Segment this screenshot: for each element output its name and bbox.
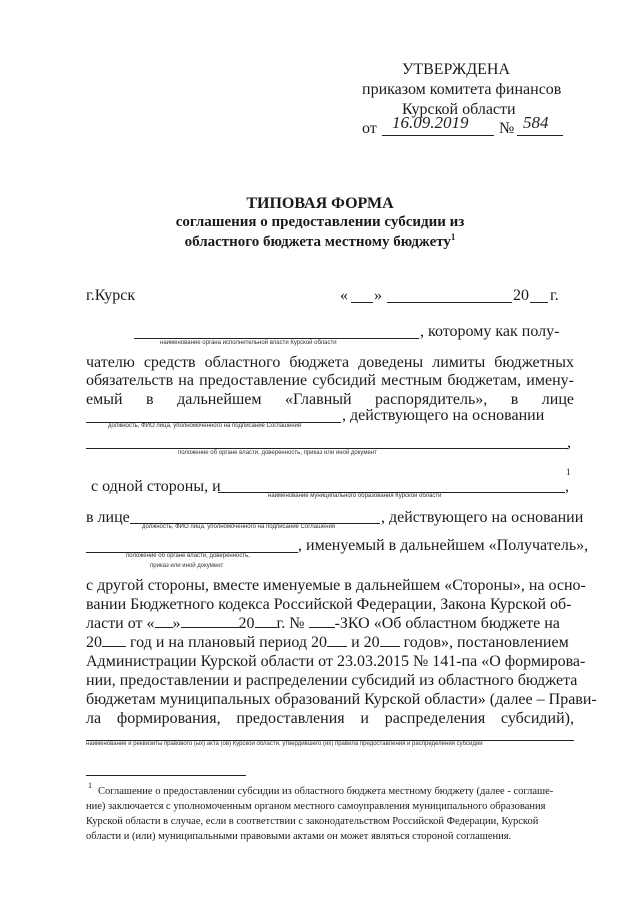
footnote-line-1: Соглашение о предоставлении субсидии из областного бюджета местному бюджету (далее - соглаше- — [98, 786, 554, 797]
text: 20 — [86, 634, 102, 651]
line-9-tail: , именуемый в дальнейшем «Получатель», — [298, 537, 589, 554]
recipient-signatory-caption: должность, ФИО лица, уполномоченного на подписание Соглашения — [142, 524, 336, 530]
para-line-2: вании Бюджетного кодекса Российской Федерации, Закона Курской об- — [86, 596, 572, 613]
text: г. № — [276, 615, 305, 632]
blank — [102, 646, 126, 647]
text: -ЗКО «Об областном бюджете на — [334, 615, 560, 632]
line-5-tail: , действующего на основании — [342, 407, 545, 424]
approval-title: УТВЕРЖДЕНА — [402, 61, 511, 78]
para-line-3 — [86, 614, 560, 633]
text: годов», постановлением — [399, 634, 569, 651]
word: в — [510, 391, 519, 408]
para-line-8 — [86, 709, 574, 728]
word: местным — [381, 372, 443, 389]
word: субсидий), — [500, 710, 574, 727]
word: бюджета — [289, 354, 350, 371]
word: формирования, — [116, 710, 221, 727]
word: распределения — [384, 710, 486, 727]
word: и — [360, 710, 369, 727]
recipient-basis-caption-1: положение об органе власти, доверенность, — [126, 553, 250, 559]
word: бюджетам, — [447, 372, 522, 389]
legal-act-caption: наименование и реквизиты правового (ых) акта (ов) Курской области, утвердившего (их) правила предоставления и распределения субсидии — [86, 741, 483, 747]
line-6-tail: , — [567, 434, 571, 451]
para-line-1: с другой стороны, вместе именуемые в дальнейшем «Стороны», на осно- — [86, 577, 586, 594]
footnote-line-3: Курской области в случае, если в соответствии с законодательством Российской Федерации, Курской — [86, 816, 539, 827]
signatory-caption: должность, ФИО лица, уполномоченного на подписание Соглашения — [108, 423, 302, 429]
approval-date-line — [382, 135, 494, 136]
word: субсидий — [312, 372, 376, 389]
year-suffix: г. — [550, 287, 559, 304]
word: доведены — [358, 354, 424, 371]
footnote-mark: 1 — [88, 781, 92, 790]
text: 20 — [238, 615, 255, 632]
approval-number-label: № — [499, 120, 515, 137]
line-1-tail: , которому как полу- — [420, 323, 560, 340]
para-line-4 — [86, 633, 569, 652]
form-subtitle-1: соглашения о предоставлении субсидии из — [175, 214, 465, 230]
word: обязательств — [86, 372, 174, 389]
org-name-caption: наименование органа исполнительной власти Курской области — [160, 340, 337, 346]
word: лимиты — [432, 354, 486, 371]
body-line-3 — [86, 371, 574, 390]
org-name-blank — [134, 338, 419, 339]
footnote-line-2: ние) заключается с уполномоченным органом местного самоуправления муниципального образования — [86, 801, 546, 812]
recipient-basis-caption-2: приказ или иной документ — [150, 563, 224, 569]
para-line-5: Администрации Курской области от 23.03.2015 № 141-па «О формирова- — [86, 653, 586, 670]
para-line-7: бюджетам муниципальных образований Курской области» (далее – Прави- — [86, 691, 597, 708]
footnote-line-4: области и (или) муниципальными правовыми актами он может являться стороной соглашения. — [86, 831, 512, 842]
blank — [155, 627, 173, 628]
city: г.Курск — [86, 287, 136, 304]
day-blank — [351, 302, 373, 303]
word: бюджетных — [494, 354, 574, 371]
year-prefix: 20 — [513, 287, 529, 304]
blank — [309, 627, 335, 628]
form-title: ТИПОВАЯ ФОРМА — [246, 195, 394, 212]
text: и 20 — [347, 634, 380, 651]
word: чателю — [86, 354, 135, 371]
line-7-tail: , — [565, 478, 569, 495]
word: ла — [86, 710, 102, 727]
blank — [327, 646, 347, 647]
text: ласти от « — [86, 615, 155, 632]
approval-date-handwritten: 16.09.2019 — [392, 113, 469, 132]
word: имену- — [526, 372, 574, 389]
quote-close: » — [374, 287, 382, 304]
basis-blank — [86, 448, 568, 449]
approval-from-label: от — [362, 120, 377, 137]
word: дальнейшем — [177, 391, 262, 408]
word: на — [178, 372, 194, 389]
approval-number-handwritten: 584 — [523, 113, 549, 132]
approval-line-1: приказом комитета финансов — [362, 81, 562, 98]
form-subtitle-2: областного бюджета местному бюджету$^1$ — [184, 232, 456, 250]
basis-caption: положение об органе власти, доверенность, приказ или иной документ — [178, 450, 377, 456]
year-blank — [530, 302, 548, 303]
text: год и на плановый период 20 — [126, 634, 328, 651]
word: лице — [541, 391, 574, 408]
month-blank — [387, 302, 512, 303]
word: емый — [86, 391, 123, 408]
word: распорядитель», — [375, 391, 488, 408]
footnote-ref: 1 — [450, 232, 456, 242]
text: » — [172, 615, 181, 632]
blank — [181, 627, 239, 628]
word: в — [146, 391, 154, 408]
word: средств — [143, 354, 196, 371]
word: предоставления — [236, 710, 345, 727]
blank — [255, 627, 277, 628]
line-8-tail: , действующего на основании — [381, 509, 584, 526]
footnote-separator — [86, 775, 246, 776]
body-line-2 — [86, 353, 574, 372]
approval-number-line — [517, 135, 563, 136]
word: областного — [204, 354, 281, 371]
line-7-sup: 1 — [566, 467, 571, 477]
para-line-6: нии, предоставлении и распределении субсидий из областного бюджета — [86, 672, 578, 689]
word: предоставление — [199, 372, 308, 389]
blank — [380, 646, 400, 647]
quote-open: « — [340, 287, 348, 304]
line-7-head: с одной стороны, и — [91, 478, 221, 495]
line-8-head: в лице — [86, 509, 130, 526]
approval-line-2: Курской области — [402, 101, 516, 118]
word: «Главный — [285, 391, 352, 408]
municipality-caption: наименование муниципального образования Курской области — [268, 493, 442, 499]
